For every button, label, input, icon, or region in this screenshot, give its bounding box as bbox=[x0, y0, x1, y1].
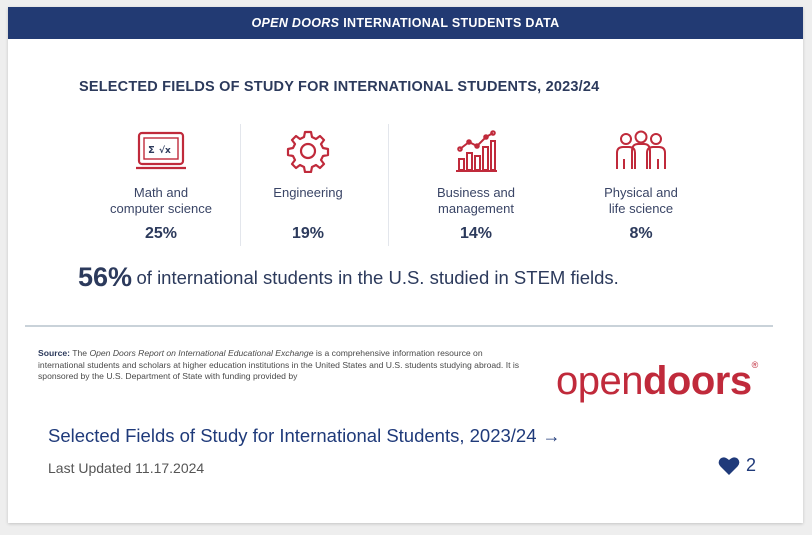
like-count: 2 bbox=[746, 455, 757, 475]
resource-card bbox=[8, 7, 803, 523]
banner-text: INTERNATIONAL STUDENTS DATA bbox=[343, 16, 560, 30]
header-banner bbox=[8, 7, 803, 39]
field-science bbox=[561, 127, 721, 243]
open-doors-logo: opendoors® bbox=[556, 359, 758, 403]
people-icon bbox=[561, 127, 721, 175]
field-label: Physical and life science bbox=[604, 185, 678, 216]
field-label: Business and management bbox=[436, 185, 516, 216]
stem-text: of international students in the U.S. studied in STEM fields. bbox=[136, 267, 619, 288]
stem-percent: 56% bbox=[78, 262, 133, 292]
resource-title-link[interactable]: Selected Fields of Study for International Students, 2023/24 → bbox=[48, 425, 561, 446]
field-label: Math and computer science bbox=[110, 185, 212, 216]
field-label: Engineering bbox=[273, 185, 343, 200]
stem-statement bbox=[78, 262, 619, 293]
column-divider bbox=[388, 124, 389, 246]
source-note: Source: The Open Doors Report on International Educational Exchange is a comprehensive information resource on international students and scholars at higher education institutions in the United States and U.S. students studying abroad. It is sponsored by the U.S. Department of State with funding provided by bbox=[38, 348, 520, 381]
gear-icon bbox=[228, 127, 388, 175]
svg-text:Σ: Σ bbox=[148, 145, 155, 156]
infographic-title: SELECTED FIELDS OF STUDY FOR INTERNATIONAL STUDENTS, 2023/24 bbox=[79, 79, 600, 95]
field-percent: 14% bbox=[459, 225, 493, 242]
field-math-cs bbox=[81, 127, 241, 243]
like-button[interactable] bbox=[718, 455, 756, 476]
section-divider bbox=[25, 325, 773, 327]
field-percent: 19% bbox=[291, 225, 325, 242]
field-business bbox=[396, 127, 556, 243]
field-percent: 25% bbox=[144, 225, 178, 242]
field-percent: 8% bbox=[629, 225, 653, 242]
field-engineering bbox=[228, 127, 388, 243]
bar-chart-icon bbox=[396, 127, 556, 175]
heart-icon bbox=[718, 456, 740, 476]
banner-emphasis: OPEN DOORS bbox=[251, 16, 340, 30]
arrow-right-icon: → bbox=[542, 426, 561, 446]
calculator-icon bbox=[81, 127, 241, 175]
last-updated: Last Updated 11.17.2024 bbox=[48, 460, 205, 476]
svg-text:√x: √x bbox=[159, 146, 171, 156]
